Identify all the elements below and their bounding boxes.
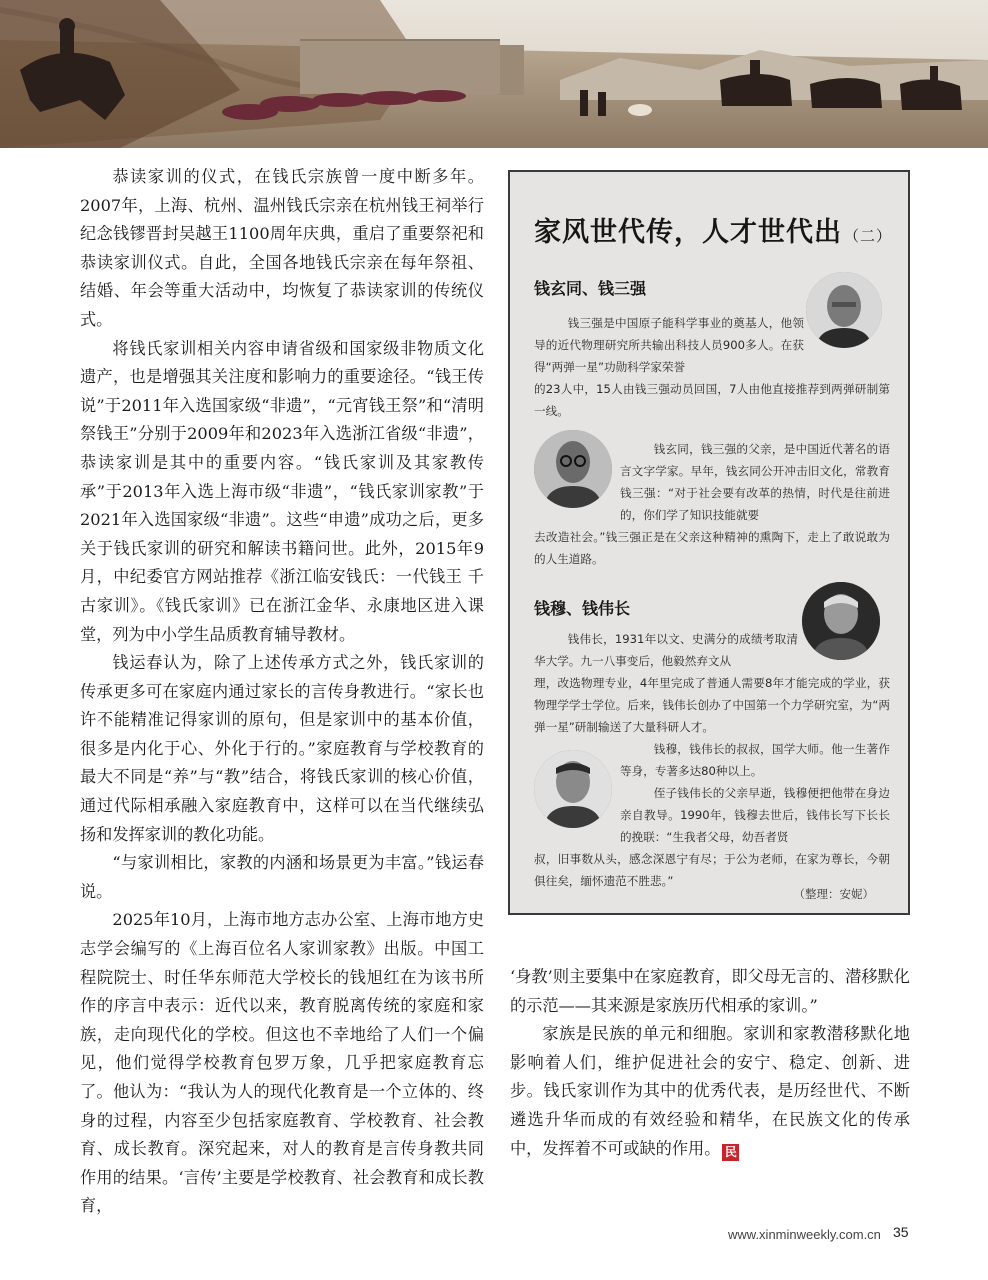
portrait-qian-mu	[534, 750, 612, 828]
page-number: 35	[893, 1224, 909, 1240]
article-paragraph-text: 家族是民族的单元和细胞。家训和家教潜移默化地影响着人们，维护促进社会的安宁、稳定、创新、进步。钱氏家训作为其中的优秀代表，是历经世代、不断遴选升华而成的有效经验和精华，在民族文化的传承中，发挥着不可或缺的作用。	[510, 1024, 910, 1158]
bio-qian-mu-part2: 叔，旧事数从头，感念深恩宁有尽；于公为老师，在家为尊长，今朝俱往矣，缅怀遗范不胜悲。”	[534, 852, 890, 888]
bio-qian-sanqiang-part1: 钱三强是中国原子能科学事业的奠基人，他领导的近代物理研究所共输出科技人员900多人。在获得“两弹一星”功勋科学家荣誉	[534, 316, 804, 374]
sidebar-title-number: （二）	[844, 227, 893, 245]
bio-qian-weichang-part2: 理，改选物理专业，4年里完成了普通人需要8年才能完成的学业，获物理学学士学位。后来，钱伟长创办了中国第一个力学研究室，为“两弹一星”研制输送了大量科研人才。	[534, 676, 890, 734]
article-paragraph: 恭读家训的仪式，在钱氏宗族曾一度中断多年。2007年，上海、杭州、温州钱氏宗亲在杭州钱王祠举行纪念钱镠晋封吴越王1100周年庆典，重启了重要祭祀和恭读家训仪式。自此，全国各地钱氏宗亲在每年祭祖、结婚、年会等重大活动中，均恢复了恭读家训的传统仪式。	[80, 167, 484, 329]
header-banner-photo	[0, 0, 988, 148]
article-paragraph: 将钱氏家训相关内容申请省级和国家级非物质文化遗产，也是增强其关注度和影响力的重要途径。“钱王传说”于2011年入选国家级“非遗”，“元宵钱王祭”和“清明祭钱王”分别于2009年和2023年入选浙江省级“非遗”，恭读家训是其中的重要内容。“钱氏家训及其家教传承”于2013年入选上海市级“非遗”，“钱氏家训家教”于2021年入选国家级“非遗”。这些“申遗”成功之后，更多关于钱氏家训的研究和解读书籍问世。此外，2015年9月，中纪委官方网站推荐《浙江临安钱氏：一代钱王 千古家训》。《钱氏家训》已在浙江金华、永康地区进入课堂，列为中小学生品质教育辅导教材。	[80, 338, 484, 644]
sidebar-text	[534, 312, 804, 378]
bio-qian-sanqiang-part2: 的23人中，15人由钱三强动员回国，7人由他直接推荐到两弹研制第一线。	[534, 382, 890, 418]
bio-qian-xuantong-part2: 去改造社会。”钱三强正是在父亲这种精神的熏陶下，走上了敢说敢为的人生道路。	[534, 530, 890, 566]
portrait-qian-weichang	[802, 582, 880, 660]
article-paragraph	[510, 1020, 910, 1163]
compiler-credit: （整理：安妮）	[793, 887, 874, 901]
article-paragraph: ‘身教’则主要集中在家庭教育，即父母无言的、潜移默化的示范——其来源是家族历代相承的家训。”	[510, 967, 910, 1015]
article-left-column	[80, 163, 484, 1221]
bio-qian-weichang-part1: 钱伟长，1931年以文、史满分的成绩考取清华大学。九一八事变后，他毅然弃文从	[534, 632, 798, 668]
article-paragraph: 2025年10月，上海市地方志办公室、上海市地方史志学会编写的《上海百位名人家训家教》出版。中国工程院院士、时任华东师范大学校长的钱旭红在为该书所作的序言中表示：近代以来，教育脱离传统的家庭和家族，走向现代化的学校。但这也不幸地给了人们一个偏见，他们觉得学校教育包罗万象，几乎把家庭教育忘了。他认为：“我认为人的现代化教育是一个立体的、终身的过程，内容至少包括家庭教育、学校教育、社会教育、成长教育。深究起来，对人的教育是言传身教共同作用的结果。‘言传’主要是学校教育、社会教育和成长教育，	[80, 910, 484, 1216]
end-mark-logo: 民	[722, 1144, 739, 1161]
bio-qian-mu: 钱穆，钱伟长的叔叔，国学大师。他一生著作等身，专著多达80种以上。	[620, 742, 890, 778]
section-heading-qian-mu: 钱穆、钱伟长	[534, 599, 631, 618]
sidebar-text	[534, 672, 890, 738]
sidebar-text	[620, 738, 890, 848]
article-paragraph: 钱运春认为，除了上述传承方式之外，钱氏家训的传承更多可在家庭内通过家长的言传身教进行。“家长也许不能精准记得家训的原句，但是家训中的基本价值，很多是内化于心、外化于行的。”家庭教育与学校教育的最大不同是“养”与“教”结合，将钱氏家训的核心价值，通过代际相承融入家庭教育中，这样可以在当代继续弘扬和发挥家训的教化功能。	[80, 653, 484, 844]
sidebar-text	[534, 526, 890, 570]
sidebar-text	[534, 628, 798, 672]
sidebar-title	[534, 210, 892, 249]
article-paragraph: “与家训相比，家教的内涵和场景更为丰富。”钱运春说。	[80, 853, 484, 901]
bio-qian-mu-part1: 侄子钱伟长的父亲早逝，钱穆便把他带在身边亲自教导。1990年，钱穆去世后，钱伟长写下长长的挽联：“生我者父母，幼吾者贤	[620, 786, 890, 844]
portrait-qian-sanqiang	[806, 272, 882, 348]
sidebar-box	[508, 170, 910, 915]
section-heading-qian-xuantong: 钱玄同、钱三强	[534, 279, 647, 298]
portrait-qian-xuantong	[534, 430, 612, 508]
footer-url: www.xinminweekly.com.cn	[728, 1227, 881, 1242]
article-right-column	[510, 963, 910, 1163]
sidebar-text	[620, 438, 890, 526]
sidebar-text	[534, 378, 890, 422]
sidebar-title-text: 家风世代传，人才世代出	[534, 217, 842, 248]
bio-qian-xuantong-part1: 钱玄同，钱三强的父亲，是中国近代著名的语言文字学家。早年，钱玄同公开冲击旧文化，常教育钱三强：“对于社会要有改革的热情，时代是往前进的，你们学了知识技能就要	[620, 442, 890, 522]
